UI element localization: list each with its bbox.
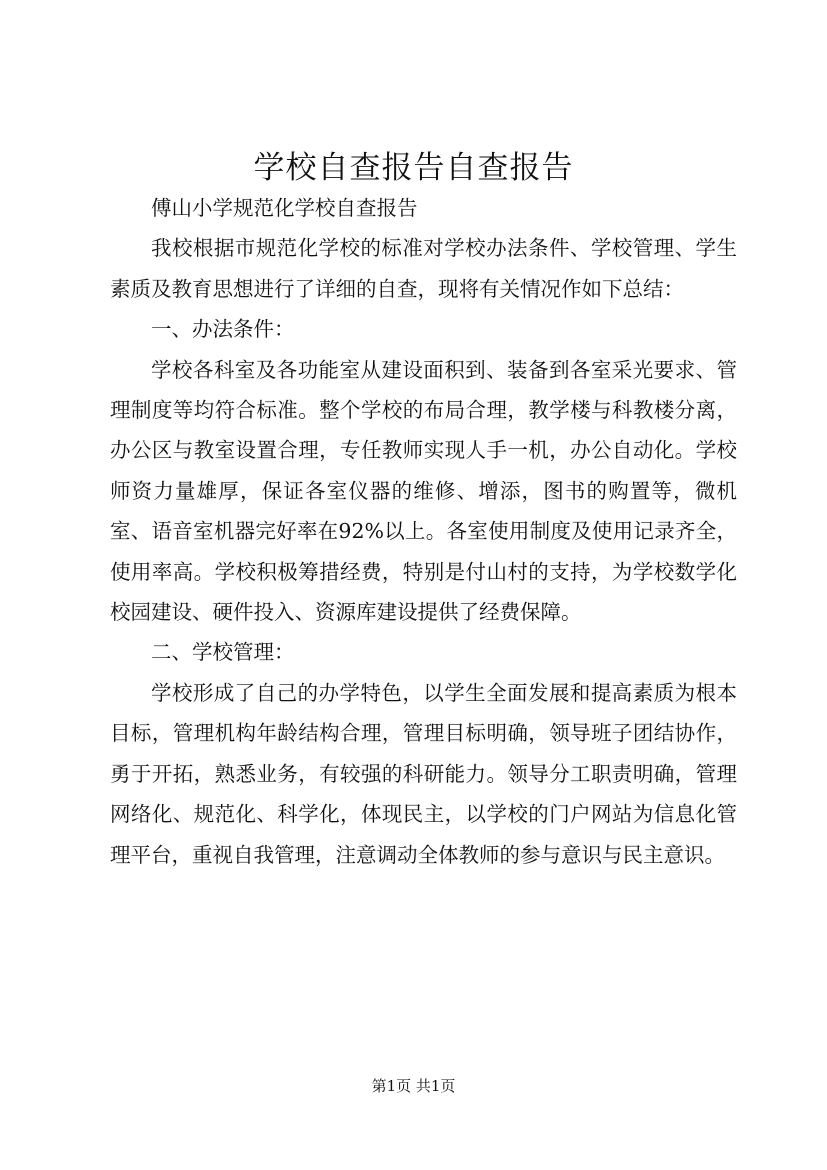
page-footer: 第1页 共1页 [371,1077,456,1095]
document-title: 学校自查报告自查报告 [253,150,574,186]
document-body [110,188,737,875]
subtitle-paragraph: 傅山小学规范化学校自查报告 [151,196,418,220]
section-heading-conditions: 一、办法条件： [151,317,295,342]
section-heading-management: 二、学校管理： [151,640,295,665]
management-paragraph: 学校形成了自己的办学特色，以学生全面发展和提高素质为根本目标，管理机构年龄结构合理，管理目标明确，领导班子团结协作，勇于开拓，熟悉业务，有较强的科研能力。领导分工职责明确，管理网络化、规范化、科学化，体现民主，以学校的门户网站为信息化管理平台，重视自我管理，注意调动全体教师的参与意识与民主意识。 [110,680,737,867]
intro-paragraph: 我校根据市规范化学校的标准对学校办法条件、学校管理、学生素质及教育思想进行了详细的自查，现将有关情况作如下总结： [110,236,737,301]
conditions-paragraph: 学校各科室及各功能室从建设面积到、装备到各室采光要求、管理制度等均符合标准。整个学校的布局合理，教学楼与科教楼分离，办公区与教室设置合理，专任教师实现人手一机，办公自动化。学校师资力量雄厚，保证各室仪器的维修、增添，图书的购置等，微机室、语音室机器完好率在92%以上。各室使用制度及使用记录齐全，使用率高。学校积极筹措经费，特别是付山村的支持，为学校数学化校园建设、硬件投入、资源库建设提供了经费保障。 [110,357,737,625]
